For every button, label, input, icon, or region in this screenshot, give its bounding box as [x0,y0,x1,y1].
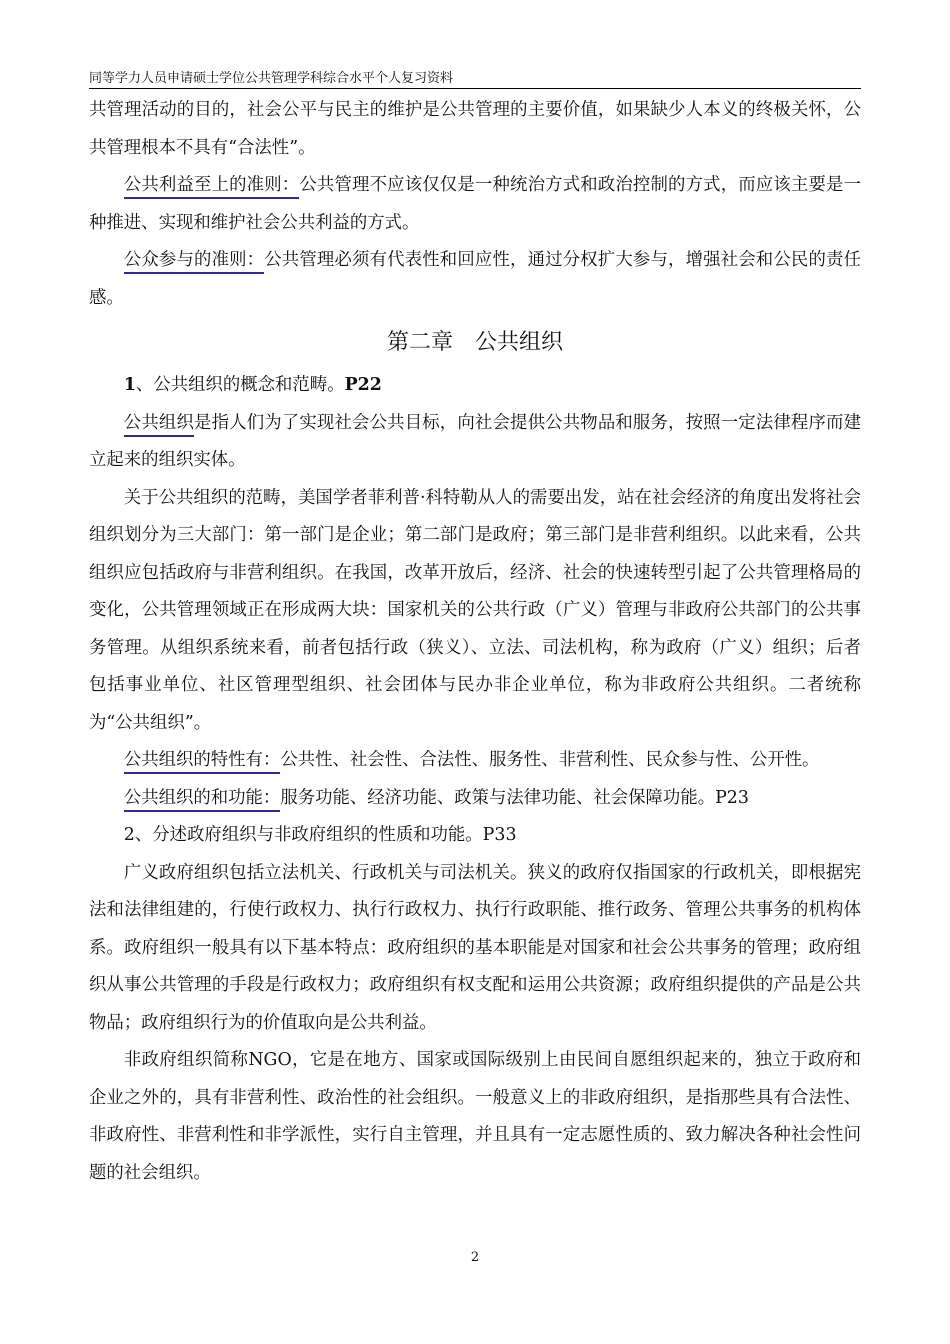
question-1-number: 1 [123,375,136,395]
page-number: 2 [470,1250,480,1265]
running-header: 同等学力人员申请硕士学位公共管理学科综合水平个人复习资料 [89,71,454,86]
chapter-title: 第二章 公共组织 [386,330,563,355]
paragraph-functions [89,780,861,818]
question-1-text: 、公共组织的概念和范畴。 [135,375,345,395]
paragraph-scope: 关于公共组织的范畴，美国学者菲利普·科特勒从人的需要出发，站在社会经济的角度出发将社会组织划分为三大部门：第一部门是企业；第二部门是政府；第三部门是非营利组织。以此来看，公共组织应包括政府与非营利组织。在我国，改革开放后，经济、社会的快速转型引起了公共管理格局的变化，公共管理领域正在形成两大块：国家机关的公共行政（广义）管理与非政府公共部门的公共事务管理。从组织系统来看，前者包括行政（狭义）、立法、司法机构，称为政府（广义）组织；后者包括事业单位、社区管理型组织、社会团体与民办非企业单位，称为非政府公共组织。二者统称为“公共组织”。 [89,487,861,733]
paragraph-definition [89,405,861,480]
paragraph-public-interest [89,167,861,242]
text-definition: 是指人们为了实现社会公共目标，向社会提供公共物品和服务，按照一定法律程序而建立起来的组织实体。 [89,412,861,470]
header-rule [89,88,861,89]
term-functions: 公共组织的和功能： [124,788,281,812]
text-public-interest: 公共管理不应该仅仅是一种统治方式和政治控制的方式，而应该主要是一种推进、实现和维护社会公共利益的方式。 [89,175,861,233]
text-traits: 公共性、社会性、合法性、服务性、非营利性、民众参与性、公开性。 [280,750,820,770]
text-public-participation: 公共管理必须有代表性和回应性，通过分权扩大参与，增强社会和公民的责任感。 [89,250,861,308]
page-body [89,92,861,1192]
paragraph-public-participation [89,242,861,317]
term-public-interest: 公共利益至上的准则： [124,175,300,199]
question-1 [89,367,861,405]
term-public-participation: 公众参与的准则： [124,250,264,274]
term-public-organization: 公共组织 [124,413,194,437]
paragraph-traits [89,742,861,780]
question-2: 2、分述政府组织与非政府组织的性质和功能。P33 [123,825,517,845]
paragraph-government: 广义政府组织包括立法机关、行政机关与司法机关。狭义的政府仅指国家的行政机关，即根据宪法和法律组建的，行使行政权力、执行行政权力、执行行政职能、推行政务、管理公共事务的机构体系。政府组织一般具有以下基本特点：政府组织的基本职能是对国家和社会公共事务的管理；政府组织从事公共管理的手段是行政权力；政府组织有权支配和运用公共资源；政府组织提供的产品是公共物品；政府组织行为的价值取向是公共利益。 [89,862,861,1033]
paragraph-ngo: 非政府组织简称NGO，它是在地方、国家或国际级别上由民间自愿组织起来的，独立于政府和企业之外的，具有非营利性、政治性的社会组织。一般意义上的非政府组织，是指那些具有合法性、非政府性、非营利性和非学派性，实行自主管理，并且具有一定志愿性质的、致力解决各种社会性问题的社会组织。 [89,1050,861,1183]
term-traits: 公共组织的特性有： [124,750,281,774]
text-functions: 服务功能、经济功能、政策与法律功能、社会保障功能。P23 [280,787,749,808]
question-1-page-ref: P22 [344,375,382,395]
paragraph-continuation: 共管理活动的目的，社会公平与民主的维护是公共管理的主要价值，如果缺少人本义的终极关怀，公共管理根本不具有“合法性”。 [89,100,861,158]
